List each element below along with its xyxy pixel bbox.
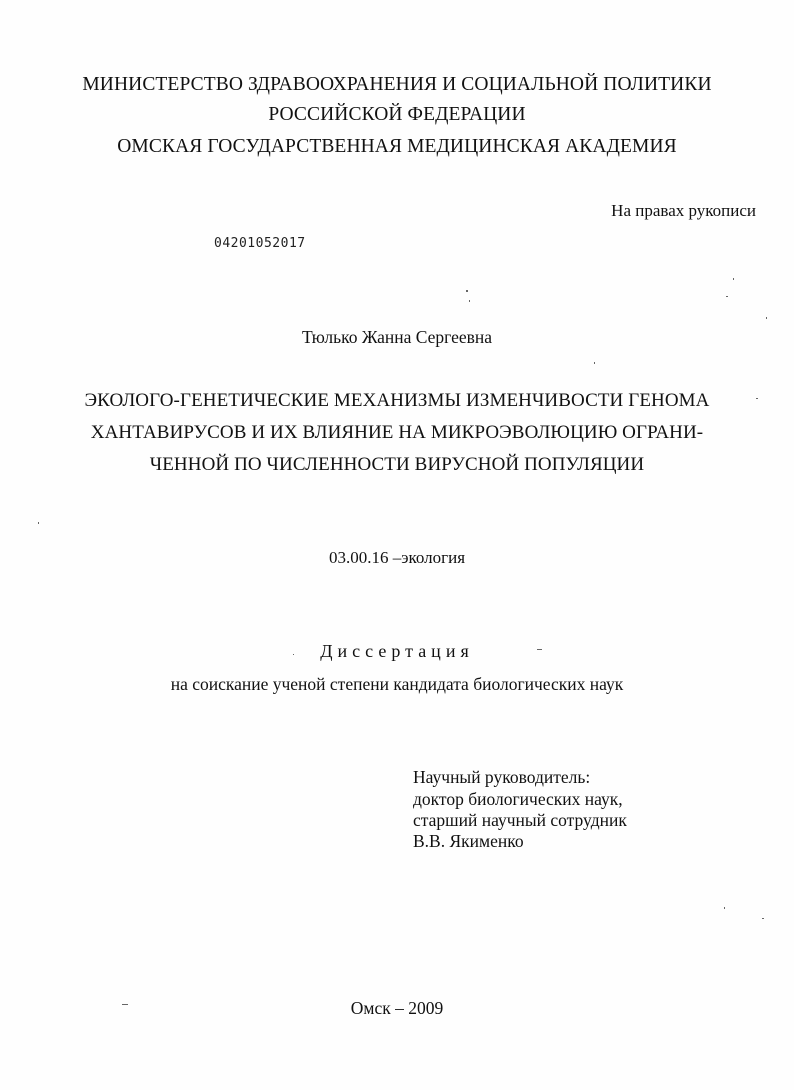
scan-speck	[594, 362, 595, 364]
advisor-degree: доктор биологических наук,	[413, 789, 623, 809]
scan-speck	[466, 290, 468, 292]
registration-code: 04201052017	[214, 236, 306, 251]
scan-speck	[38, 522, 39, 524]
rights-note: На правах рукописи	[611, 201, 756, 220]
scan-speck	[122, 1004, 128, 1005]
advisor-label: Научный руководитель:	[413, 767, 591, 787]
scan-speck	[293, 654, 294, 655]
academy-name: ОМСКАЯ ГОСУДАРСТВЕННАЯ МЕДИЦИНСКАЯ АКАДЕМИЯ	[117, 136, 677, 157]
specialty-code: 03.00.16 –экология	[328, 548, 466, 567]
city-year: Омск – 2009	[350, 998, 444, 1018]
scan-speck	[766, 317, 767, 319]
thesis-title-line-1: ЭКОЛОГО-ГЕНЕТИЧЕСКИЕ МЕХАНИЗМЫ ИЗМЕНЧИВОСТИ ГЕНОМА	[84, 390, 710, 411]
scan-speck	[469, 300, 470, 302]
author-name: Тюлько Жанна Сергеевна	[301, 327, 493, 347]
scan-speck	[726, 296, 728, 297]
scan-speck	[733, 278, 734, 280]
advisor-position: старший научный сотрудник	[413, 810, 627, 830]
document-type: Диссертация	[320, 641, 474, 661]
scan-speck	[756, 398, 758, 399]
degree-statement: на соискание ученой степени кандидата биологических наук	[170, 674, 624, 694]
scan-speck	[762, 918, 764, 919]
scan-speck	[537, 649, 542, 650]
country-name: РОССИЙСКОЙ ФЕДЕРАЦИИ	[268, 104, 526, 125]
thesis-title-line-2: ХАНТАВИРУСОВ И ИХ ВЛИЯНИЕ НА МИКРОЭВОЛЮЦИЮ ОГРАНИ-	[90, 422, 704, 443]
ministry-name: МИНИСТЕРСТВО ЗДРАВООХРАНЕНИЯ И СОЦИАЛЬНОЙ ПОЛИТИКИ	[82, 74, 712, 95]
thesis-title-line-3: ЧЕННОЙ ПО ЧИСЛЕННОСТИ ВИРУСНОЙ ПОПУЛЯЦИИ	[149, 454, 645, 475]
scan-speck	[724, 907, 725, 909]
advisor-name: В.В. Якименко	[413, 831, 524, 851]
